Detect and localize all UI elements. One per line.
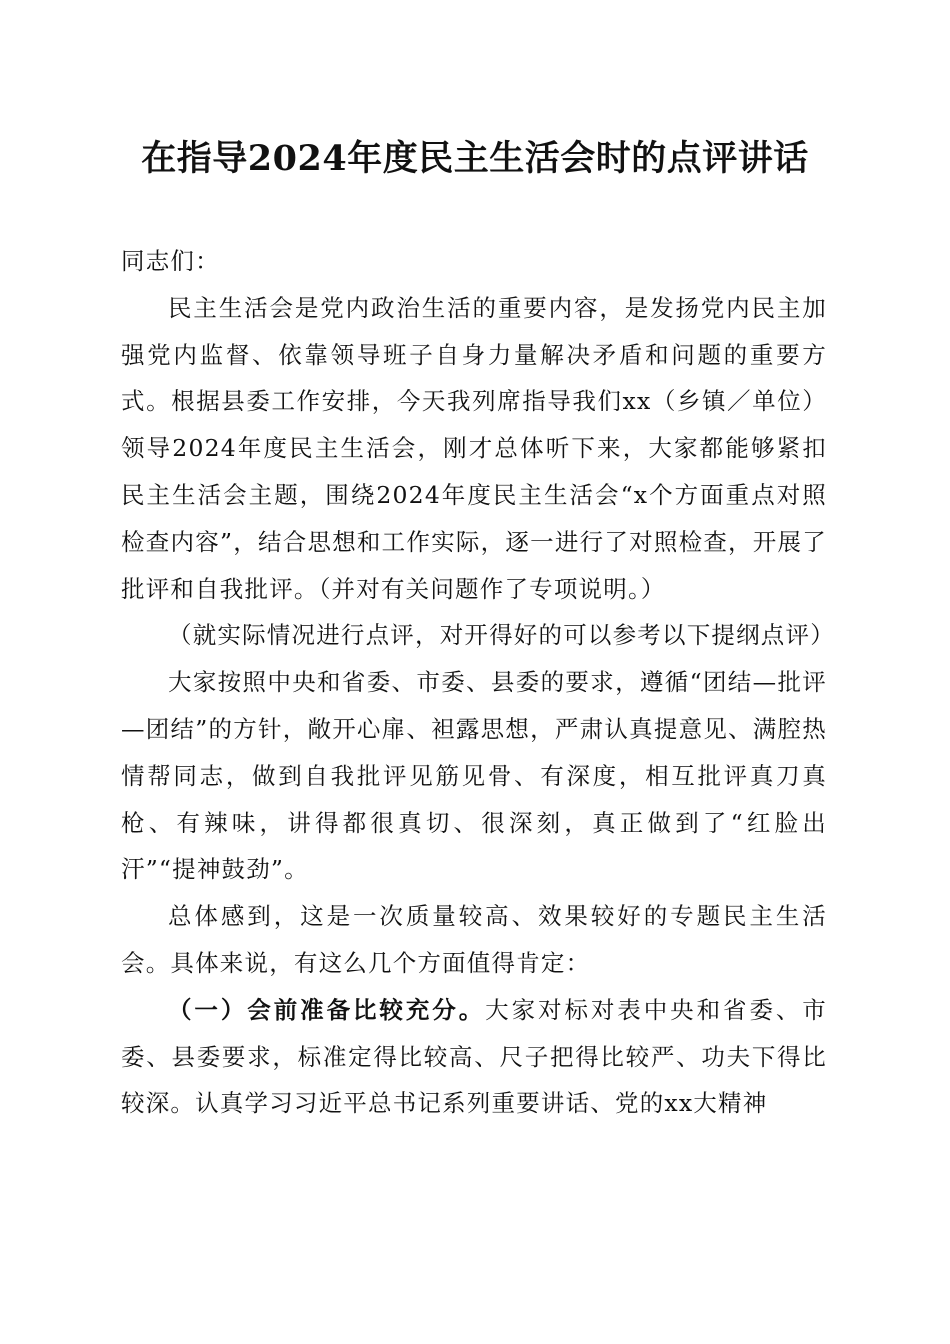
document-title: 在指导2024年度民主生活会时的点评讲话: [141, 138, 809, 179]
salutation: 同志们：: [121, 247, 220, 275]
section-1-text: 大家对标对表中央和省委、市委、县委要求，标准定得比较高、尺子把得比较严、功夫下得比较深。认真学习习近平总书记系列重要讲话、党的xx大精神: [121, 995, 827, 1118]
paragraph-note: （就实际情况进行点评，对开得好的可以参考以下提纲点评）: [168, 621, 835, 650]
paragraph-intro: 民主生活会是党内政治生活的重要内容，是发扬党内民主加强党内监督、依靠领导班子自身力量解决矛盾和问题的重要方式。根据县委工作安排，今天我列席指导我们xx（乡镇／单位）领导2024年度民主生活会，刚才总体听下来，大家都能够紧扣民主生活会主题，围绕2024年度民主生活会“x个方面重点对照检查内容”，结合思想和工作实际，逐一进行了对照检查，开展了批评和自我批评。（并对有关问题作了专项说明。）: [121, 293, 827, 603]
document-body: [121, 238, 835, 1127]
paragraph-evaluation: 大家按照中央和省委、市委、县委的要求，遵循“团结—批评—团结”的方针，敞开心扉、袒露思想，严肃认真提意见、满腔热情帮同志，做到自我批评见筋见骨、有深度，相互批评真刀真枪、有辣味，讲得都很真切、很深刻，真正做到了“红脸出汗”“提神鼓劲”。: [121, 668, 827, 884]
paragraph-summary: 总体感到，这是一次质量较高、效果较好的专题民主生活会。具体来说，有这么几个方面值得肯定：: [121, 902, 827, 977]
section-1-heading: （一）会前准备比较充分。: [168, 995, 486, 1024]
section-1-paragraph: [121, 987, 827, 1127]
